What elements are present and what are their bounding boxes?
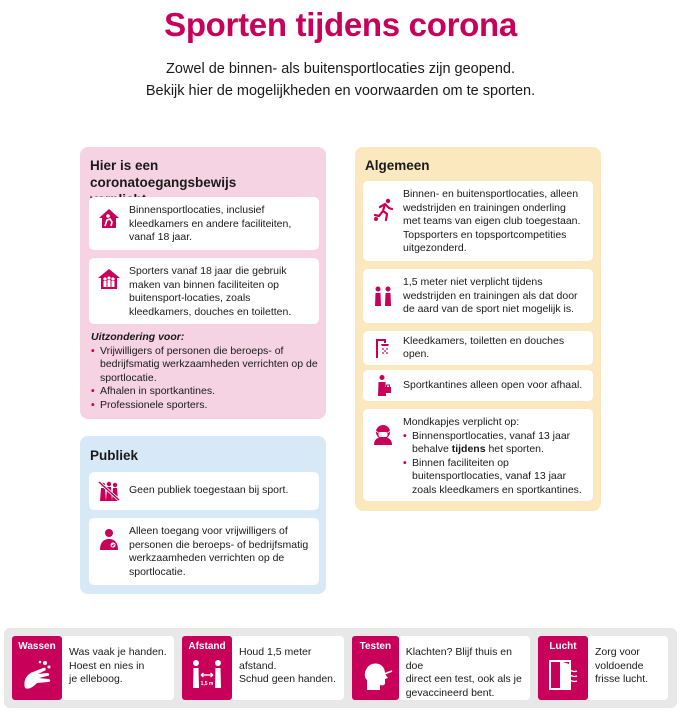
distance-people-icon xyxy=(371,284,395,308)
group-building-icon xyxy=(97,267,121,291)
face-mask-icon xyxy=(371,422,395,446)
algemeen-card-1: Binnen- en buitensportlocaties, alleen wedstrijden en trainingen onderling met teams van eigen club toegestaan. Topsporters en topsportcompetities uitgezonderd. xyxy=(363,181,593,261)
footer-badge-label: Wassen xyxy=(18,641,56,652)
takeaway-icon xyxy=(371,374,395,398)
no-crowd-icon xyxy=(97,479,121,503)
page-subtitle xyxy=(0,58,681,102)
mask-bullet: • Binnen faciliteiten op buitensportlocaties, vanaf 13 jaar zoals kleedkamers en sportkantines. xyxy=(403,457,585,498)
algemeen-title: Algemeen xyxy=(365,158,430,173)
subtitle-line-2: Bekijk hier de mogelijkheden en voorwaarden om te sporten. xyxy=(145,83,536,99)
mask-bullet: • Binnensportlocaties, vanaf 13 jaar behalve tijdens het sporten. xyxy=(403,430,585,457)
footer-item-wassen: Wassen Was vaak je handen. Hoest en nies in je elleboog. xyxy=(12,636,174,700)
hygiene-footer xyxy=(4,628,677,708)
publiek-title: Publiek xyxy=(90,448,139,463)
coronapas-card-1: Binnensportlocaties, inclusief kleedkamers en andere faciliteiten, vanaf 18 jaar. xyxy=(89,197,319,250)
distance-label: 1,5 m xyxy=(200,681,214,687)
distance-icon xyxy=(191,658,223,692)
subtitle-line-1: Zowel de binnen- als buitensportlocaties zijn geopend. xyxy=(165,61,516,77)
algemeen-card-2: 1,5 meter niet verplicht tijdens wedstrijden en trainingen als dat door de aard van de sport niet mogelijk is. xyxy=(363,269,593,323)
publiek-card-1: Geen publiek toegestaan bij sport. xyxy=(89,472,319,510)
footer-badge-label: Lucht xyxy=(549,641,577,652)
mask-intro: Mondkapjes verplicht op: xyxy=(403,416,520,428)
exceptions-block xyxy=(91,331,319,412)
test-icon xyxy=(361,658,393,692)
exceptions-title: Uitzondering voor: xyxy=(91,331,185,343)
algemeen-card-4: Sportkantines alleen open voor afhaal. xyxy=(363,370,593,401)
footer-item-afstand: Afstand 1,5 m Houd 1,5 meter afstand. Schud geen handen. xyxy=(182,636,344,700)
page-title: Sporten tijdens corona xyxy=(164,6,517,43)
exception-item: • Professionele sporters. xyxy=(91,399,319,413)
volunteer-icon xyxy=(97,527,121,551)
exception-item: • Vrijwilligers of personen die beroeps- of bedrijfsmatig werkzaamheden verrichten op de sportlocatie. xyxy=(91,345,319,386)
shower-icon xyxy=(371,336,395,360)
coronapas-card-2: Sporters vanaf 18 jaar die gebruik maken van binnen faciliteiten op buitensport-locaties, zoals kleedkamers, douches en toiletten. xyxy=(89,258,319,324)
footer-item-lucht: Lucht Zorg voor voldoende frisse lucht. xyxy=(538,636,668,700)
wash-hands-icon xyxy=(21,658,53,692)
footer-item-testen: Testen Klachten? Blijf thuis en doe direct een test, ook als je gevaccineerd bent. xyxy=(352,636,530,700)
building-icon xyxy=(97,206,121,230)
algemeen-card-5 xyxy=(363,409,593,501)
sport-icon xyxy=(371,198,395,222)
algemeen-card-3: Kleedkamers, toiletten en douches open. xyxy=(363,331,593,365)
footer-badge-label: Testen xyxy=(359,641,392,652)
exception-item: • Afhalen in sportkantines. xyxy=(91,385,319,399)
publiek-card-2: Alleen toegang voor vrijwilligers of personen die beroeps- of bedrijfsmatig werkzaamheden verrichten op de sportlocatie. xyxy=(89,518,319,585)
footer-badge-label: Afstand xyxy=(188,641,226,652)
ventilation-icon xyxy=(547,658,579,692)
coronapas-title: Hier is een coronatoegangsbewijs xyxy=(90,158,237,190)
